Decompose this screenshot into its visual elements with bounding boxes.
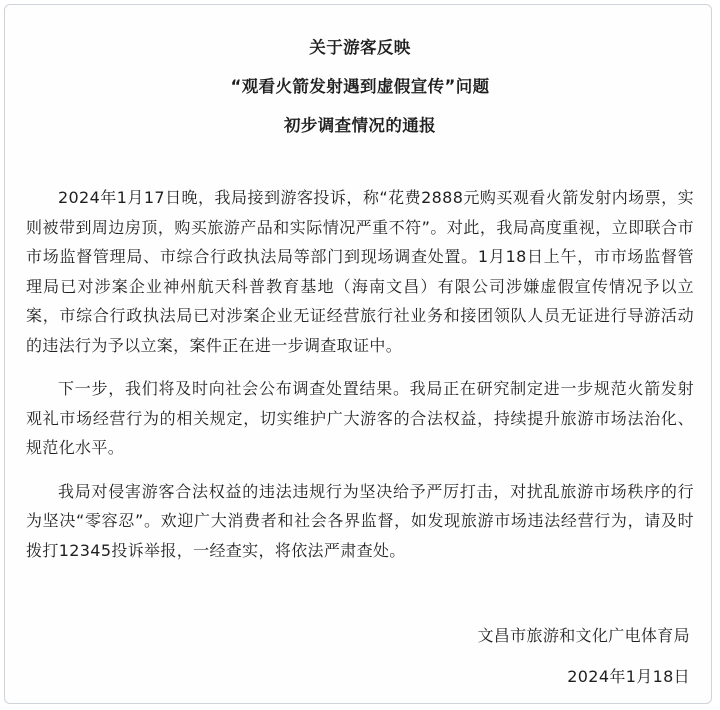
signature-date: 2024年1月18日 — [567, 667, 690, 686]
title-line-3: 初步调查情况的通报 — [283, 116, 437, 135]
title-line-2: “观看火箭发射遇到虚假宣传”问题 — [230, 77, 490, 96]
title-line-1: 关于游客反映 — [309, 38, 411, 57]
paragraph-complaint: 2024年1月17日晚，我局接到游客投诉，称“花费2888元购买观看火箭发射内场票，实则被带到周边房顶，购买旅游产品和实际情况严重不符”。对此，我局高度重视，立即联合市市场监督管理局、市综合行政执法局等部门到现场调查处置。1月18日上午，市市场监督管理局已对涉案企业神州航天科普教育基地（海南文昌）有限公司涉嫌虚假宣传情况予以立案，市综合行政执法局已对涉案企业无证经营旅行社业务和接团领队人员无证进行导游活动的违法行为予以立案，案件正在进一步调查取证中。 — [26, 188, 694, 355]
paragraph-enforcement: 我局对侵害游客合法权益的违法违规行为坚决给予严厉打击，对扰乱旅游市场秩序的行为坚决“零容忍”。欢迎广大消费者和社会各界监督，如发现旅游市场违法经营行为，请及时拨打12345投诉举报，一经查实，将依法严肃查处。 — [26, 481, 694, 560]
notice-title — [0, 28, 720, 145]
signature-organization: 文昌市旅游和文化广电体育局 — [477, 626, 690, 645]
paragraph-next-steps: 下一步，我们将及时向社会公布调查处置结果。我局正在研究制定进一步规范火箭发射观礼市场经营行为的相关规定，切实维护广大游客的合法权益，持续提升旅游市场法治化、规范化水平。 — [26, 379, 694, 457]
notice-body — [26, 183, 694, 579]
